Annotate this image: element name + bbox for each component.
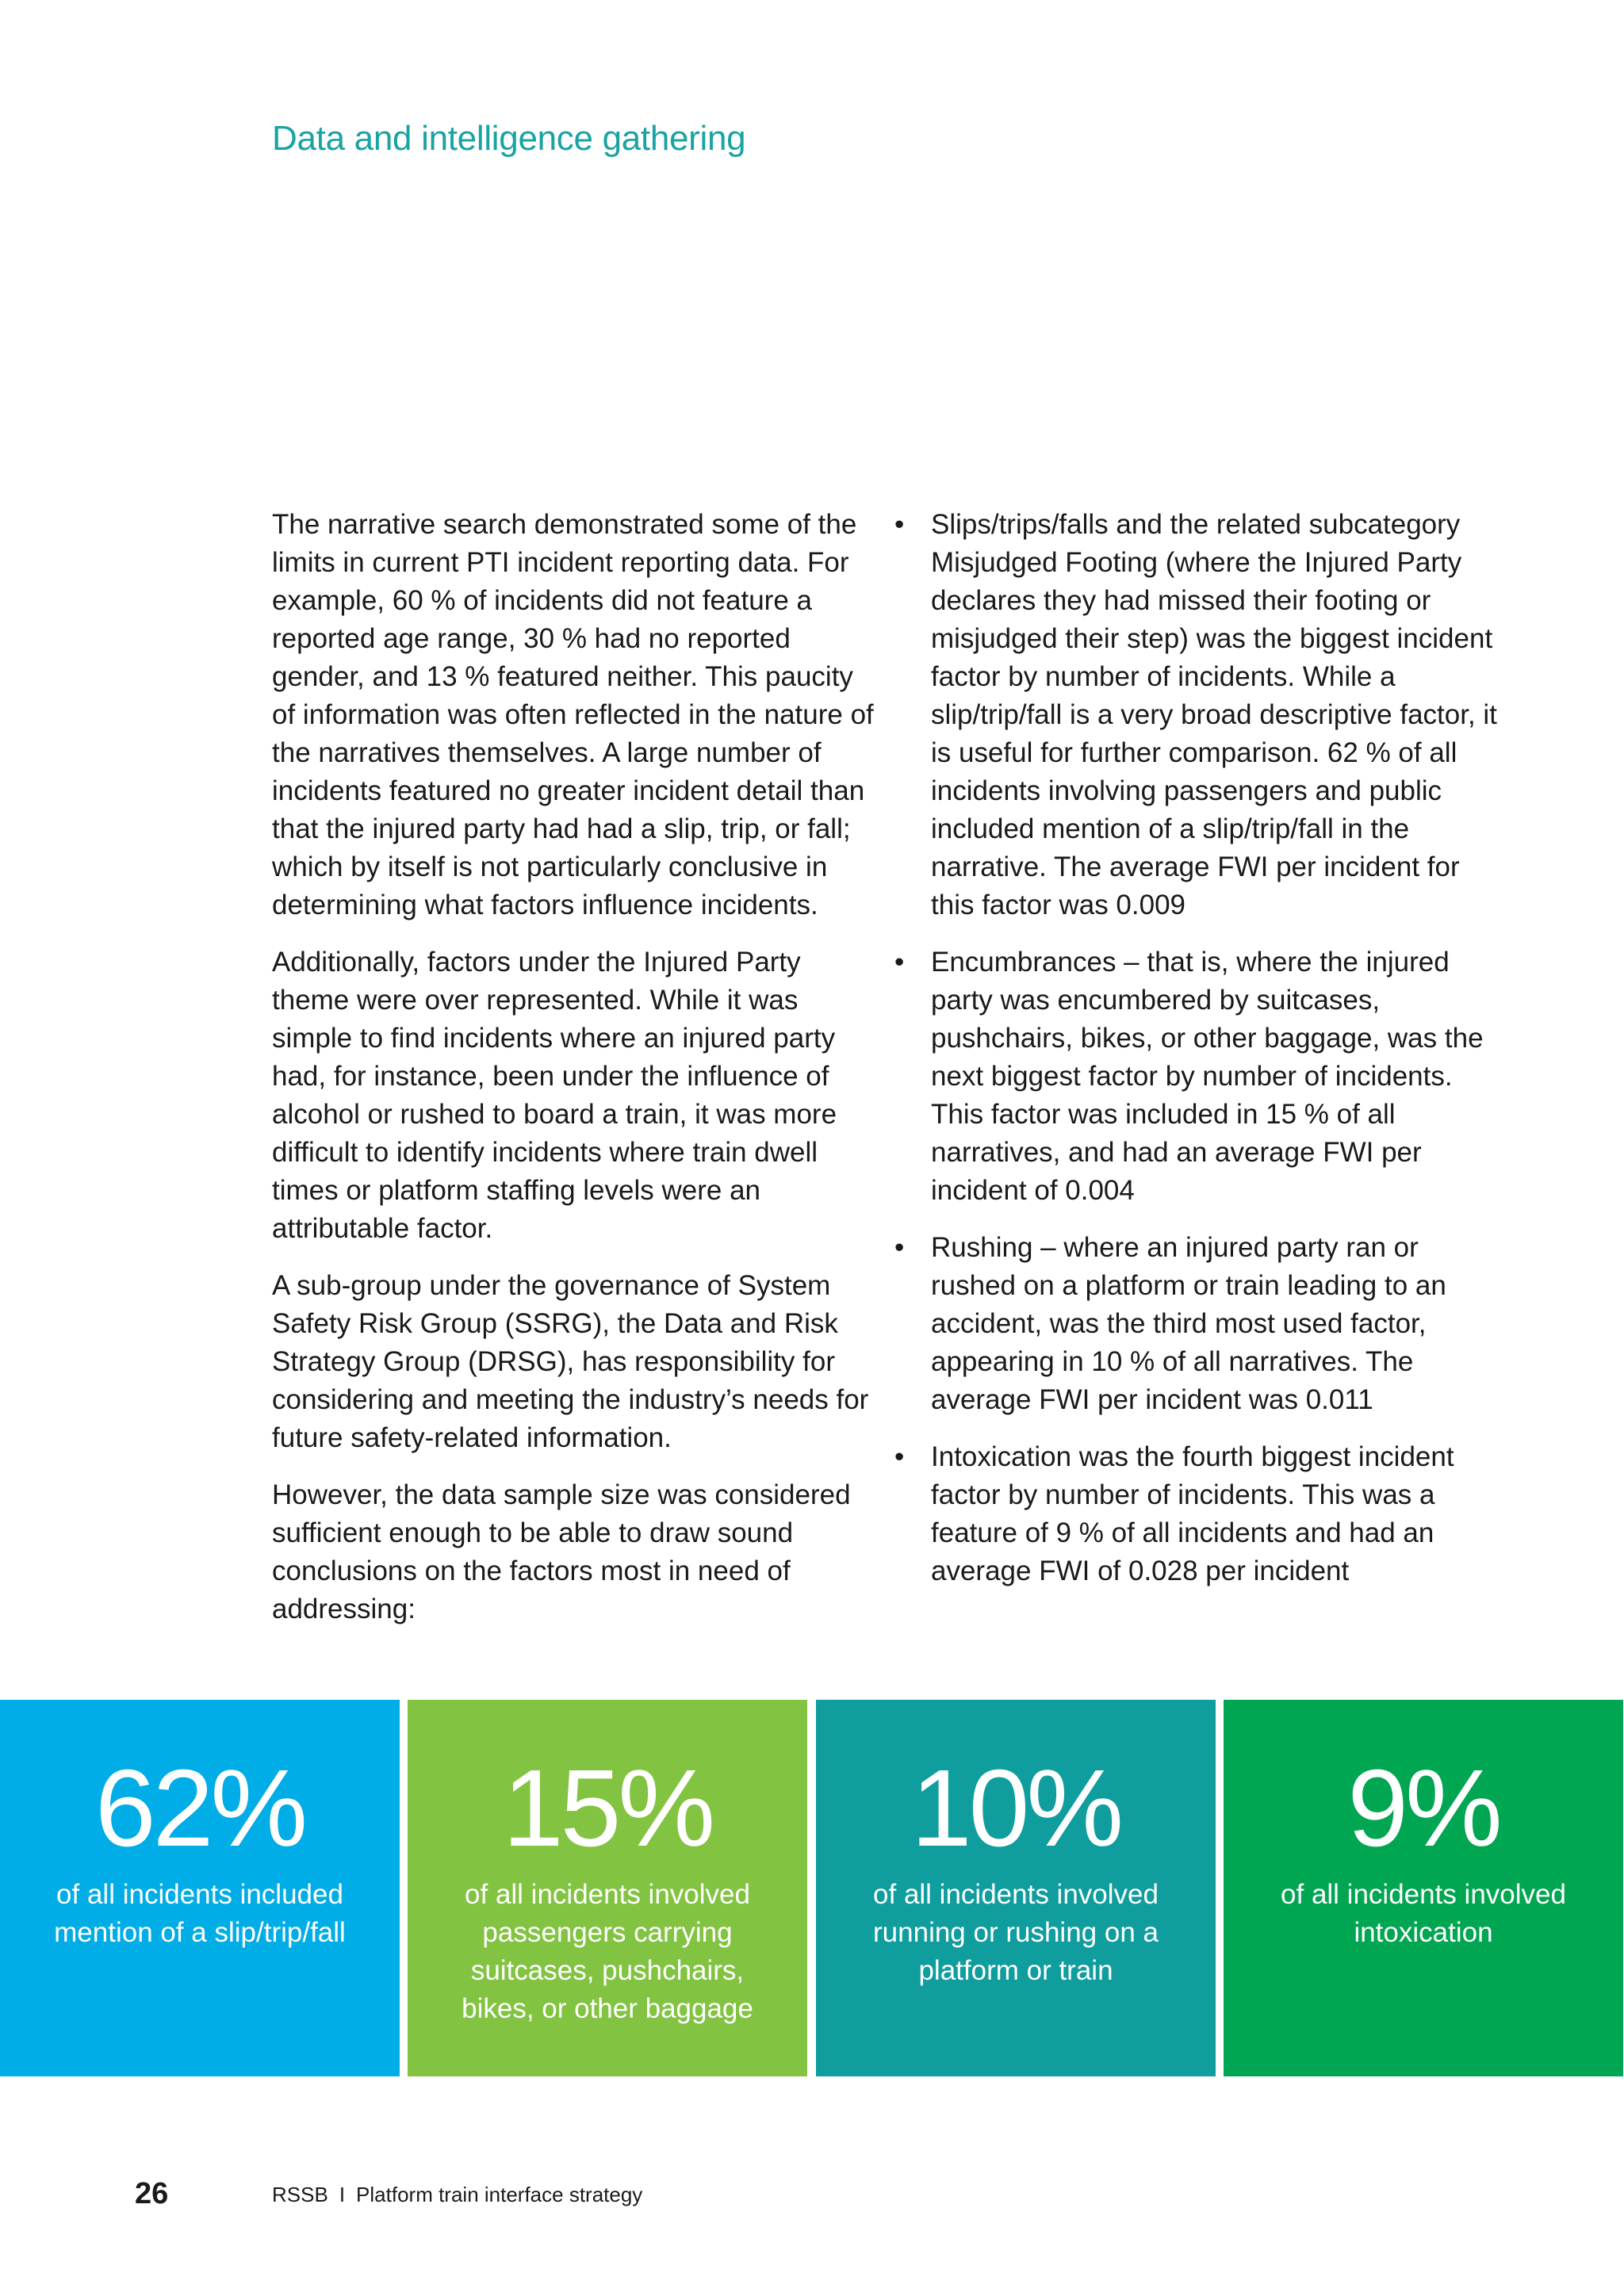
stat-panel-rushing bbox=[816, 1700, 1216, 2076]
footer-separator: I bbox=[339, 2183, 346, 2206]
footer-running-title bbox=[272, 2183, 642, 2207]
stat-description: of all incidents involved intoxication bbox=[1281, 1879, 1566, 1948]
paragraph-drsg: A sub-group under the governance of System Safety Risk Group (SSRG), the Data and Risk Strategy Group (DRSG), has responsibility for considering and meeting the industry’s needs for future safety-related information. bbox=[272, 1270, 869, 1453]
bullet-icon: • bbox=[894, 947, 905, 978]
list-item-rushing bbox=[894, 1229, 1497, 1419]
stat-panels bbox=[0, 1700, 1624, 2076]
bullet-icon: • bbox=[894, 509, 905, 540]
stat-value: 10% bbox=[910, 1747, 1121, 1869]
bullet-icon: • bbox=[894, 1232, 905, 1263]
list-item-text: Slips/trips/falls and the related subcategory Misjudged Footing (where the Injured Party declares they had missed their footing or misjudged their step) was the biggest incident factor by number of incidents. While a slip/trip/fall is a very broad descriptive factor, it is useful for further comparison. 62 % of all incidents involving passengers and public included mention of a slip/trip/fall in the narrative. The average FWI per incident for this factor was 0.009 bbox=[931, 509, 1497, 920]
stat-description: of all incidents involved running or rushing on a platform or train bbox=[873, 1879, 1159, 1986]
paragraph-sample-size: However, the data sample size was considered sufficient enough to be able to draw sound conclusions on the factors most in need of addressing: bbox=[272, 1479, 851, 1624]
list-item-slips bbox=[894, 506, 1497, 924]
section-title: Data and intelligence gathering bbox=[272, 119, 746, 158]
stat-panel-encumbrances bbox=[408, 1700, 807, 2076]
paragraph-data-limits: The narrative search demonstrated some of the limits in current PTI incident reporting data. For example, 60 % of incidents did not feature a reported age range, 30 % had no reported gender, and 13 % featured neither. This paucity of information was often reflected in the nature of the narratives themselves. A large number of incidents featured no greater incident detail than that the injured party had had a slip, trip, or fall; which by itself is not particularly conclusive in determining what factors influence incidents. bbox=[272, 509, 874, 920]
factor-list bbox=[894, 506, 1497, 1590]
list-item-encumbrances bbox=[894, 943, 1497, 1210]
list-item-intoxication bbox=[894, 1438, 1497, 1590]
stat-value: 9% bbox=[1347, 1747, 1500, 1869]
stat-panel-slips bbox=[0, 1700, 400, 2076]
page-number: 26 bbox=[135, 2177, 169, 2210]
list-item-text: Intoxication was the fourth biggest incident factor by number of incidents. This was a feature of 9 % of all incidents and had an average FWI of 0.028 per incident bbox=[931, 1441, 1454, 1586]
footer-org: RSSB bbox=[272, 2183, 328, 2206]
stat-description: of all incidents involved passengers carrying suitcases, pushchairs, bikes, or other baggage bbox=[462, 1879, 753, 2024]
footer-doc-title: Platform train interface strategy bbox=[356, 2183, 643, 2206]
stat-value: 62% bbox=[94, 1747, 305, 1869]
stat-description: of all incidents included mention of a slip/trip/fall bbox=[54, 1879, 346, 1948]
stat-panel-intoxication bbox=[1224, 1700, 1623, 2076]
right-column bbox=[894, 506, 1497, 1609]
list-item-text: Rushing – where an injured party ran or rushed on a platform or train leading to an accident, was the third most used factor, appearing in 10 % of all narratives. The average FWI per incident was 0.011 bbox=[931, 1232, 1446, 1415]
left-column bbox=[272, 506, 875, 1647]
stat-value: 15% bbox=[502, 1747, 713, 1869]
list-item-text: Encumbrances – that is, where the injured party was encumbered by suitcases, pushchairs, bikes, or other baggage, was the next biggest factor by number of incidents. This factor was included in 15 % of all narratives, and had an average FWI per incident of 0.004 bbox=[931, 947, 1484, 1206]
paragraph-injured-party-theme: Additionally, factors under the Injured Party theme were over represented. While it was simple to find incidents where an injured party had, for instance, been under the influence of alcohol or rushed to board a train, it was more difficult to identify incidents where train dwell times or platform staffing levels were an attributable factor. bbox=[272, 947, 837, 1244]
bullet-icon: • bbox=[894, 1441, 905, 1472]
